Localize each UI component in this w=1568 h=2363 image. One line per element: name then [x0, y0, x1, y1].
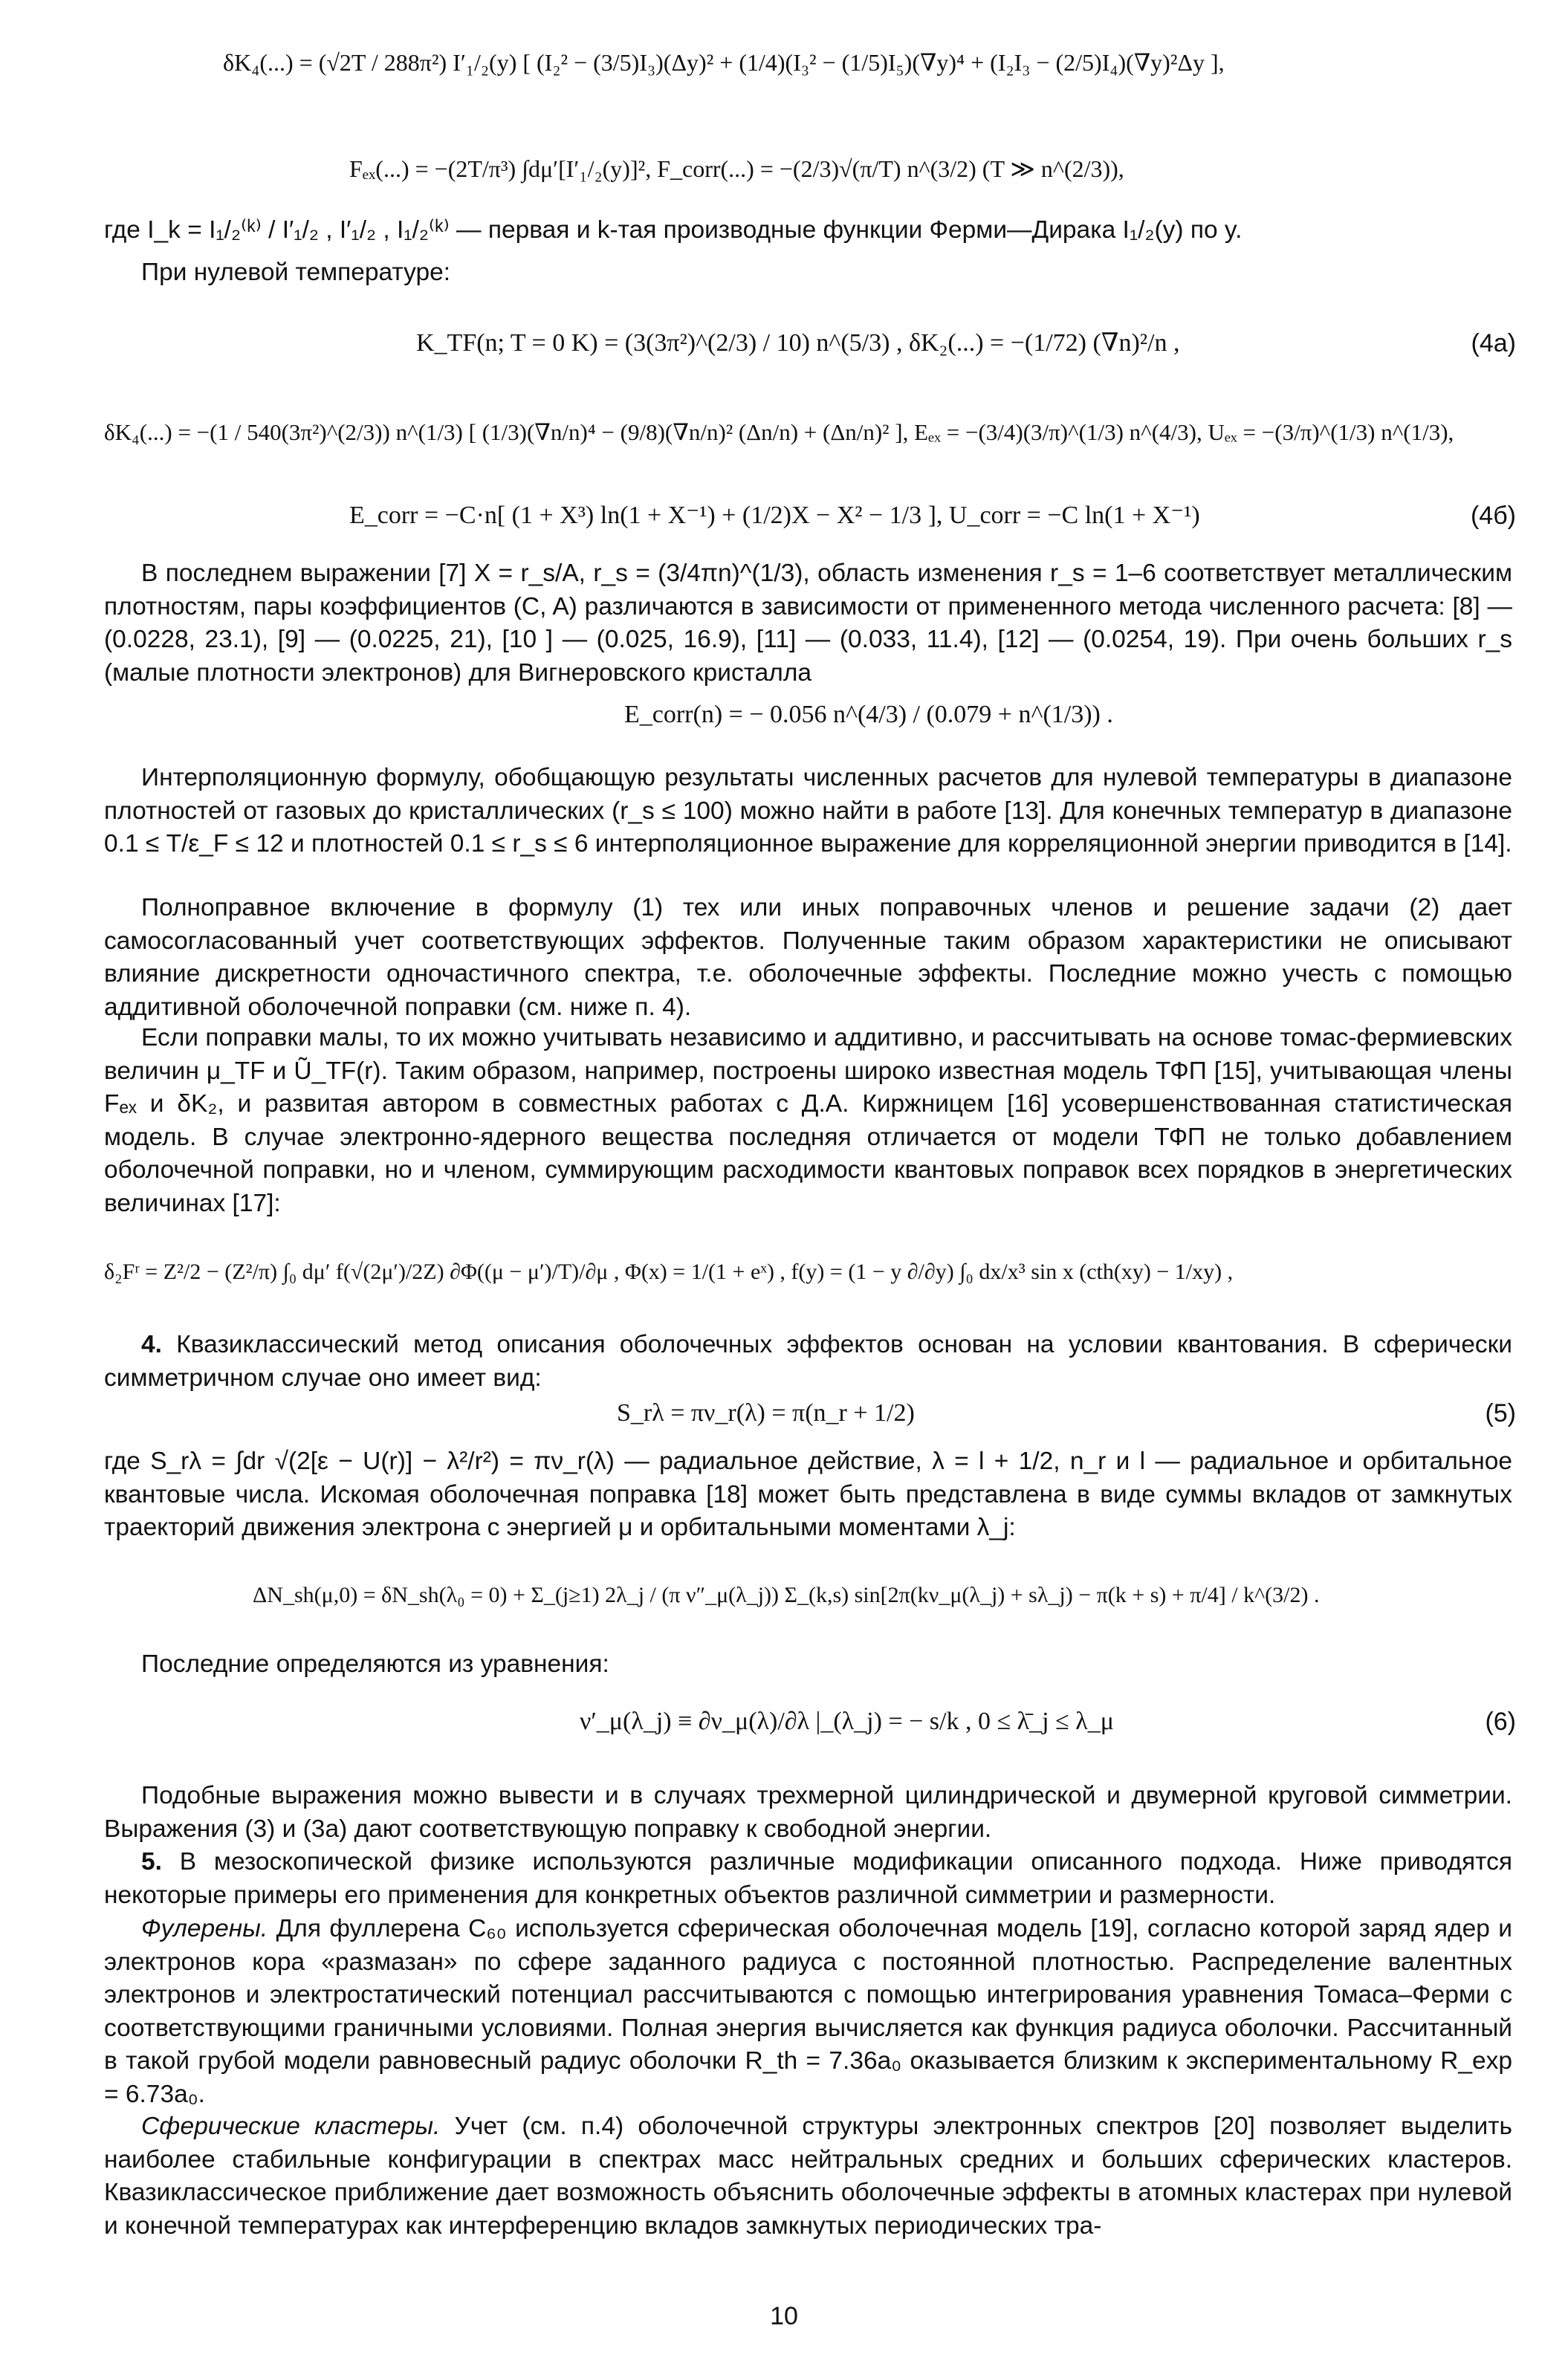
paragraph-spherical-clusters [104, 2110, 1512, 2243]
section-5-text: В мезоскопической физике используются различные модификации описанного подхода. Ниже приводятся некоторые примеры его применения для конкретных объектов различной симметрии и размерности. [104, 1848, 1512, 1909]
where-fermi-dirac-line: где I_k = I₁/₂⁽ᵏ⁾ / I′₁/₂ , I′₁/₂ , I₁/₂⁽ᵏ⁾ — первая и k-тая производные функции Ферми—Дирака I₁/₂(y) по y. [104, 216, 1243, 244]
equation-ecorr: E_corr = −C·n[ (1 + X³) ln(1 + X⁻¹) + (1/2)X − X² − 1/3 ], U_corr = −C ln(1 + X⁻¹) [349, 502, 1200, 529]
section-5-number: 5. [141, 1848, 162, 1876]
spherical-clusters-text: Учет (см. п.4) оболочечной структуры электронных спектров [20] позволяет выделить наиболее стабильные конфигурации в спектрах масс нейтральных средних и больших сферических кластеров. Квазиклассическое приближение дает возможность объяснить оболочечные эффекты в атомных кластерах при нулевой и конечной температурах как интерференцию вкладов замкнутых периодических тра- [104, 2113, 1512, 2240]
equation-number-4b: (4б) [1470, 502, 1516, 530]
section-4-number: 4. [141, 1331, 162, 1358]
equation-number-6: (6) [1485, 1708, 1516, 1736]
equation-dk4-finite-temp: δK₄(...) = (√2T / 288π²) I′₁/₂(y) [ (I₂² − (3/5)I₃)(Δy)² + (1/4)(I₃² − (1/5)I₅)(∇y)⁴ + (I₂I₃ − (2/5)I₄)(∇y)²Δy ], [223, 49, 1225, 76]
equation-dnsh: ΔN_sh(μ,0) = δN_sh(λ₀ = 0) + Σ_(j≥1) 2λ_j / (π ν″_μ(λ_j)) Σ_(k,s) sin[2π(kν_μ(λ_j) + sλ_j) − π(k + s) + π/4] / k^(3/2) . [253, 1583, 1320, 1607]
equation-dk4-zero-temp: δK₄(...) = −(1 / 540(3π²)^(2/3)) n^(1/3) [ (1/3)(∇n/n)⁴ − (9/8)(∇n/n)² (Δn/n) + (Δn/n)² ], Eₑₓ = −(3/4)(3/π)^(1/3) n^(4/3), Uₑₓ = −(3/π)^(1/3) n^(1/3), [104, 419, 1454, 445]
paragraph-radial-action: где S_rλ = ∫dr √(2[ε − U(r)] − λ²/r²) = πν_r(λ) — радиальное действие, λ = l + 1/2, n_r и l — радиальное и орбитальное квантовые числа. Искомая оболочечная поправка [18] может быть представлена в виде суммы вкладов от замкнутых траекторий движения электрона с энергией μ и орбитальными моментами λ_j: [104, 1448, 1512, 1541]
section-4-text: Квазиклассический метод описания оболочечных эффектов основан на условии квантования. В сферически симметричном случае оно имеет вид: [104, 1331, 1512, 1392]
spherical-clusters-heading: Сферические кластеры. [141, 2113, 441, 2140]
zero-temperature-label: При нулевой температуре: [141, 259, 451, 286]
fullerenes-text: Для фуллерена C₆₀ используется сферическая оболочечная модель [19], согласно которой заряд ядер и электронов кора «размазан» по сфере заданного радиуса с постоянной плотностью. Распределение валентных электронов и электростатический потенциал рассчитываются с помощью интегрирования уравнения Томаса–Ферми с соответствующими граничными условиями. Полная энергия вычисляется как функция радиуса оболочки. Рассчитанный в такой грубой модели равновесный радиус оболочки R_th = 7.36a₀ оказывается близким к экспериментальному R_exp = 6.73a₀. [104, 1915, 1512, 2108]
page-number: 10 [770, 2302, 798, 2330]
equation-fex-fcorr: Fₑₓ(...) = −(2T/π³) ∫dμ′[I′₁/₂(y)]², F_corr(...) = −(2/3)√(π/T) n^(3/2) (T ≫ n^(2/3)), [349, 155, 1124, 182]
paragraph-similar: Подобные выражения можно вывести и в случаях трехмерной цилиндрической и двумерной круговой симметрии. Выражения (3) и (3а) дают соответствующую поправку к свободной энергии. [104, 1782, 1512, 1843]
equation-d2f: δ₂Fʳ = Z²/2 − (Z²/π) ∫₀ dμ′ f(√(2μ′)/2Z) ∂Φ((μ − μ′)/T)/∂μ , Φ(x) = 1/(1 + eˣ) , f(y) = (1 − y ∂/∂y) ∫₀ dx/x³ sin x (cth(xy) − 1/xy) , [104, 1260, 1234, 1284]
paragraph-section-4 [104, 1329, 1512, 1395]
paragraph-section-5 [104, 1846, 1512, 1912]
paragraph-fullerenes [104, 1913, 1512, 2111]
equation-nu-derivative: ν′_μ(λ_j) ≡ ∂ν_μ(λ)/∂λ |_(λ_j) = − s/k , 0 ≤ λ̄_j ≤ λ_μ [580, 1708, 1114, 1735]
paragraph-last-expression: В последнем выражении [7] X = r_s/A, r_s = (3/4πn)^(1/3), область изменения r_s = 1–6 соответствует металлическим плотностям, пары коэффициентов (C, A) различаются в зависимости от примененного метода численного расчета: [8] — (0.0228, 23.1), [9] — (0.0225, 21), [10 ] — (0.025, 16.9), [11] — (0.033, 11.4), [12] — (0.0254, 19). При очень больших r_s (малые плотности электронов) для Вигнеровского кристалла [104, 560, 1512, 687]
equation-ecorr-wigner: E_corr(n) = − 0.056 n^(4/3) / (0.079 + n^(1/3)) . [624, 701, 1113, 728]
equation-ktf: K_TF(n; T = 0 K) = (3(3π²)^(2/3) / 10) n^(5/3) , δK₂(...) = −(1/72) (∇n)²/n , [416, 329, 1180, 357]
paragraph-full-inclusion: Полноправное включение в формулу (1) тех или иных поправочных членов и решение задачи (2) дает самосогласованный учет соответствующих эффектов. Полученные таким образом характеристики не описывают влияние дискретности одночастичного спектра, т.е. оболочечные эффекты. Последние можно учесть с помощью аддитивной оболочечной поправки (см. ниже п. 4). [104, 894, 1512, 1021]
equation-number-4a: (4a) [1471, 329, 1516, 357]
fullerenes-heading: Фулерены. [141, 1915, 268, 1942]
paragraph-interpolation: Интерполяционную формулу, обобщающую результаты численных расчетов для нулевой температуры в диапазоне плотностей от газовых до кристаллических (r_s ≤ 100) можно найти в работе [13]. Для конечных температур в диапазоне 0.1 ≤ T/ε_F ≤ 12 и плотностей 0.1 ≤ r_s ≤ 6 интерполяционное выражение для корреляционной энергии приводится в [14]. [104, 764, 1512, 858]
equation-number-5: (5) [1485, 1399, 1516, 1427]
equation-quantization: S_rλ = πν_r(λ) = π(n_r + 1/2) [617, 1399, 915, 1427]
paragraph-latter: Последние определяются из уравнения: [141, 1650, 609, 1678]
paragraph-small-corrections: Если поправки малы, то их можно учитывать независимо и аддитивно, и рассчитывать на основе томас-фермиевских величин μ_TF и Ũ_TF(r). Таким образом, например, построены широко известная модель ТФП [15], учитывающая члены Fₑₓ и δK₂, и развитая автором в совместных работах с Д.А. Киржницем [16] усовершенствованная статистическая модель. В случае электронно-ядерного вещества последняя отличается от модели ТФП не только добавлением оболочечной поправки, но и членом, суммирующим расходимости квантовых поправок всех порядков в энергетических величинах [17]: [104, 1024, 1512, 1217]
